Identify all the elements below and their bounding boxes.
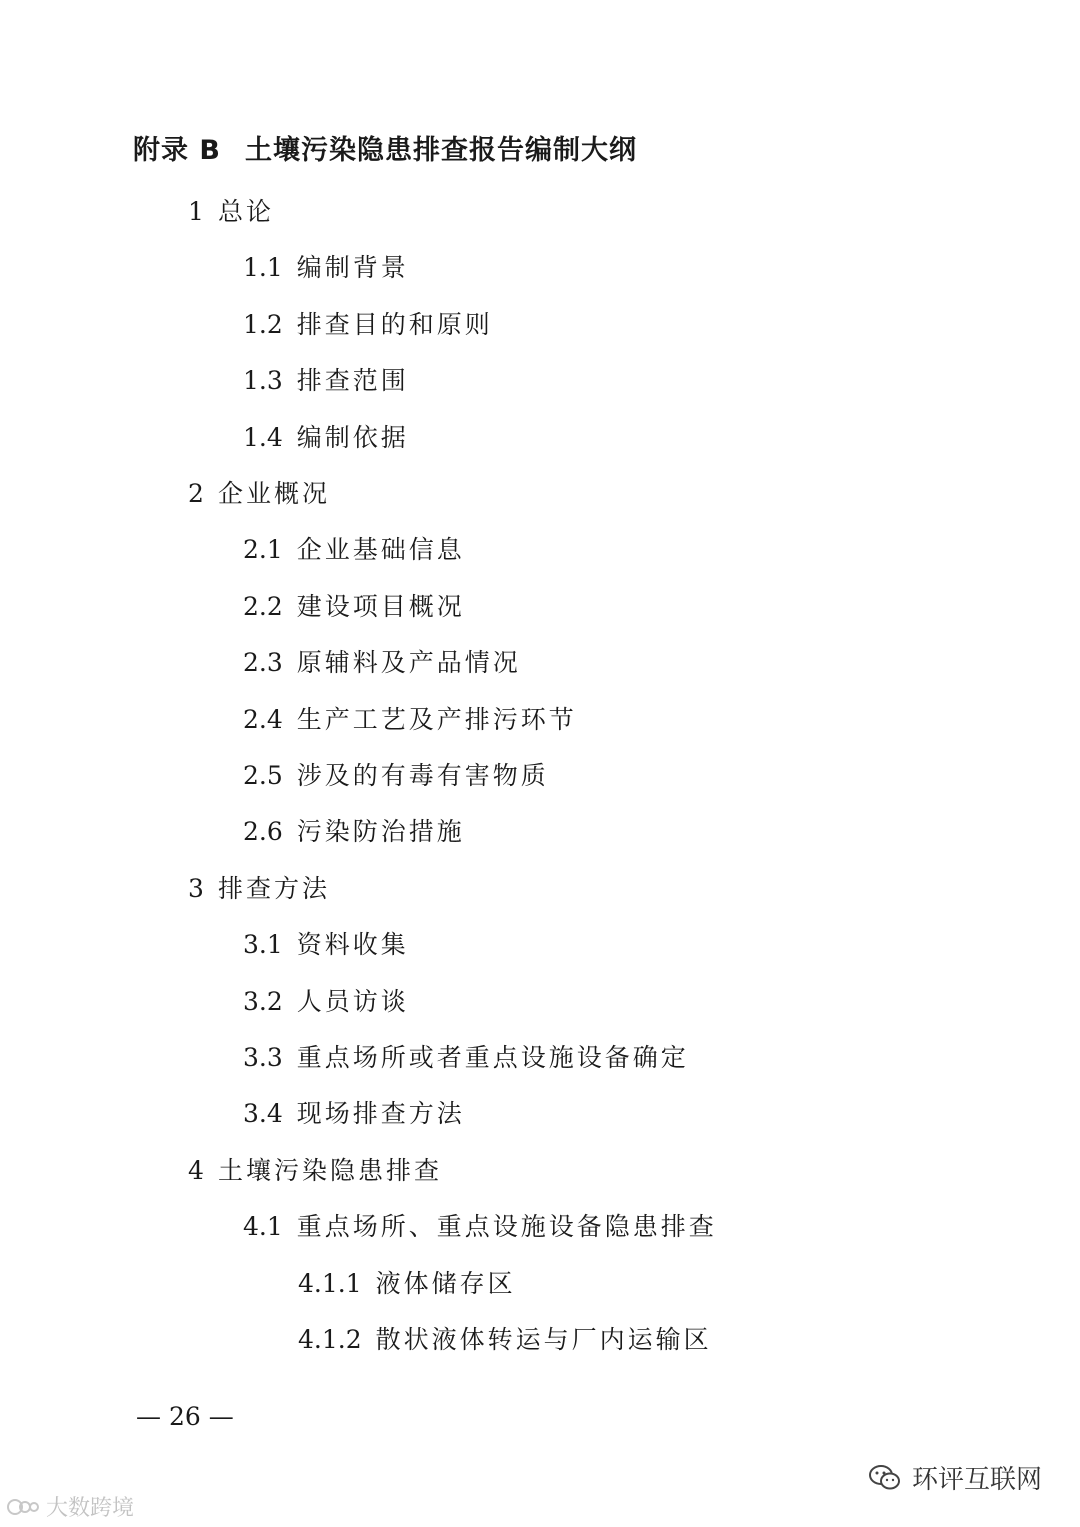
toc-entry bbox=[243, 1097, 465, 1131]
toc-entry-number: 3.3 bbox=[243, 1043, 283, 1072]
toc-entry bbox=[188, 1154, 442, 1188]
toc-entry-number: 2.5 bbox=[243, 761, 283, 790]
watermark-left bbox=[6, 1491, 134, 1522]
toc-entry bbox=[188, 477, 330, 511]
toc-entry-number: 3.2 bbox=[243, 986, 283, 1016]
toc-entry bbox=[298, 1267, 516, 1301]
toc-entry bbox=[243, 421, 409, 455]
toc-entry-text: 散状液体转运与厂内运输区 bbox=[375, 1325, 712, 1354]
toc-entry bbox=[243, 1041, 689, 1075]
toc-entry-text: 企业基础信息 bbox=[296, 535, 465, 565]
logo-icon bbox=[6, 1496, 40, 1518]
toc-entry bbox=[243, 308, 493, 342]
watermark-left-text: 大数跨境 bbox=[46, 1496, 135, 1521]
toc-entry-text: 土壤污染隐患排查 bbox=[218, 1155, 443, 1185]
toc-entry-number: 1 bbox=[188, 197, 204, 226]
toc-entry-number: 2.4 bbox=[243, 704, 283, 734]
toc-entry-text: 排查范围 bbox=[296, 366, 409, 396]
toc-entry-text: 总论 bbox=[218, 197, 275, 226]
page-number: — 26 — bbox=[136, 1402, 234, 1431]
toc-entry-text: 编制依据 bbox=[296, 422, 409, 452]
toc-entry-text: 排查方法 bbox=[218, 873, 331, 903]
toc-entry bbox=[243, 646, 521, 680]
toc-entry bbox=[243, 364, 409, 398]
title-prefix: 附录 B bbox=[133, 135, 221, 166]
toc-entry-number: 4 bbox=[188, 1155, 204, 1185]
toc-entry-number: 2.1 bbox=[243, 535, 283, 565]
watermark-right bbox=[868, 1459, 1042, 1496]
toc-entry-text: 建设项目概况 bbox=[296, 591, 465, 621]
toc-entry-text: 编制背景 bbox=[296, 253, 409, 283]
toc-entry-number: 4.1 bbox=[243, 1212, 283, 1242]
toc-entry bbox=[243, 1210, 717, 1244]
toc-entry bbox=[243, 928, 409, 962]
toc-entry-text: 企业概况 bbox=[218, 479, 331, 508]
toc-entry-number: 1.4 bbox=[243, 422, 283, 452]
wechat-icon bbox=[868, 1463, 902, 1493]
toc-entry-number: 2.2 bbox=[243, 591, 283, 621]
toc-entry bbox=[243, 815, 465, 849]
toc-entry-text: 原辅料及产品情况 bbox=[296, 648, 521, 678]
toc-entry-number: 2.3 bbox=[243, 648, 283, 678]
title-text: 土壤污染隐患排查报告编制大纲 bbox=[244, 135, 637, 166]
toc-entry-number: 1.2 bbox=[243, 309, 283, 339]
toc-entry-text: 人员访谈 bbox=[296, 986, 409, 1016]
toc-entry bbox=[298, 1323, 712, 1357]
toc-entry-number: 2 bbox=[188, 479, 204, 508]
toc-entry-text: 重点场所、重点设施设备隐患排查 bbox=[296, 1212, 717, 1242]
toc-entry-text: 资料收集 bbox=[296, 930, 409, 960]
toc-entry-number: 4.1.1 bbox=[298, 1268, 362, 1298]
toc-entry-number: 2.6 bbox=[243, 817, 283, 847]
toc-entry bbox=[243, 533, 465, 567]
toc-entry-text: 重点场所或者重点设施设备确定 bbox=[296, 1043, 689, 1072]
toc-entry-text: 污染防治措施 bbox=[296, 817, 465, 847]
toc-entry bbox=[243, 703, 577, 737]
toc-entry bbox=[243, 985, 409, 1019]
toc-entry bbox=[243, 759, 549, 793]
toc-entry bbox=[243, 590, 465, 624]
toc-entry bbox=[243, 251, 409, 285]
toc-entry-text: 生产工艺及产排污环节 bbox=[296, 704, 577, 734]
watermark-right-text: 环评互联网 bbox=[912, 1465, 1043, 1495]
toc-entry-text: 涉及的有毒有害物质 bbox=[296, 761, 549, 790]
toc-entry-number: 4.1.2 bbox=[298, 1325, 362, 1354]
toc-entry-text: 排查目的和原则 bbox=[296, 309, 493, 339]
toc-entry-number: 1.3 bbox=[243, 366, 283, 396]
toc-entry-number: 1.1 bbox=[243, 253, 283, 283]
toc-entry-number: 3.4 bbox=[243, 1099, 283, 1129]
toc-entry bbox=[188, 872, 330, 906]
document-title bbox=[133, 128, 637, 167]
toc-entry-number: 3 bbox=[188, 873, 204, 903]
toc-entry-text: 现场排查方法 bbox=[296, 1099, 465, 1129]
toc-entry-number: 3.1 bbox=[243, 930, 283, 960]
toc-entry bbox=[188, 195, 274, 229]
toc-entry-text: 液体储存区 bbox=[375, 1268, 516, 1298]
